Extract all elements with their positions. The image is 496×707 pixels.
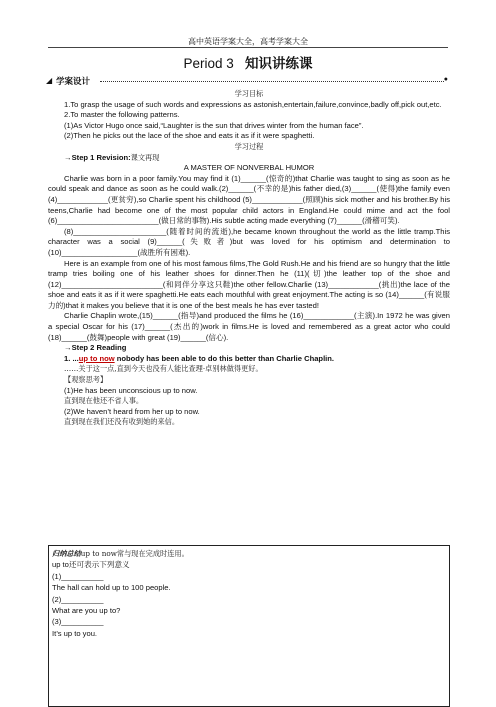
process-heading: 学习过程 <box>234 141 264 151</box>
header-rule <box>48 47 448 48</box>
step-1-heading <box>48 153 450 164</box>
observe-heading: 【观察思考】 <box>64 375 108 385</box>
section-banner <box>48 75 448 87</box>
passage-paragraph-3: Here is an example from one of his most famous films,The Gold Rush.He and his friend are so hungry that the little tramp tries boiling one of his leather shoes for dinner.Then he (11)(切)the leather top of the shoe and (12)________________________(和同伴分享这只鞋)the other fellow.Charlie (13)____________(挑出)the lace of the shoe and eats it as if it were spaghetti.He eats each mouthful with great enjoyment.The acting is so (14)______(有说服力的)that it makes you believe that it is one of the best meals he has ever tasted! <box>48 258 450 310</box>
worksheet-body <box>48 89 450 428</box>
example-2: (2)We haven’t heard from her up to now. <box>64 406 200 416</box>
summary-line-2: up to还可表示下列意义 <box>52 560 130 570</box>
meaning-example-1: The hall can hold up to 100 people. <box>52 583 171 593</box>
meaning-example-2: What are you up to? <box>52 606 121 616</box>
goal-2: 2.To master the following patterns. <box>64 110 180 120</box>
passage-paragraph-2: (8)______________________(随着时间的流逝),he became known throughout the world as the little tramp.This character was a social (9)______(失败者)but was loved for his optimism and determination to (10)__________________(战胜所有困难). <box>48 226 450 257</box>
lesson-name: 知识讲练课 <box>245 56 313 71</box>
summary-box <box>48 545 450 707</box>
page-header: 高中英语学案大全，高考学案大全 <box>188 37 308 46</box>
meaning-blank-1: (1)__________ <box>52 571 104 581</box>
example-2-cn: 直到现在我们还没有收到她的来信。 <box>64 417 180 427</box>
sentence-number: 1. ... <box>64 353 79 363</box>
step-2-heading <box>48 343 450 354</box>
sentence-text: nobody has been able to do this better than Charlie Chaplin. <box>114 353 335 363</box>
goal-2-pattern-1: (1)As Victor Hugo once said,“Laughter is the sun that drives winter from the human face”. <box>64 120 364 130</box>
goal-2-pattern-2: (2)Then he picks out the lace of the shoe and eats it as if it were spaghetti. <box>64 131 315 141</box>
step-2-label: →Step 2 Reading <box>64 343 127 353</box>
summary-box-content <box>52 548 446 639</box>
passage-title: A MASTER OF NONVERBAL HUMOR <box>183 163 315 173</box>
step-1-label: →Step 1 Revision: <box>64 152 131 162</box>
reading-sentence-1 <box>48 354 450 365</box>
section-label: 学案设计 <box>56 77 91 87</box>
goal-1: 1.To grasp the usage of such words and expressions as astonish,entertain,failure,convince,badly off,pick out,etc. <box>64 99 442 109</box>
banner-dot-icon: ● <box>443 76 448 83</box>
passage-paragraph-4: Charlie Chaplin wrote,(15)______(指导)and produced the films he (16)____________(主演).In 1972 he was given a special Oscar for his (17)______(杰出的)work in films.He is loved and remembered as a great actor who could (18)______(鼓舞)people with great (19)______(信心). <box>48 311 450 342</box>
highlighted-phrase: up to now <box>78 353 115 363</box>
banner-dotted-line <box>100 81 444 82</box>
page-title <box>0 52 496 72</box>
period-label: Period 3 <box>183 56 234 71</box>
reading-sentence-1-cn: ……关于这一点,直到今天也没有人能比查理·卓别林做得更好。 <box>64 364 263 374</box>
summary-tag: 归纳总结 <box>52 549 81 558</box>
meaning-blank-2: (2)__________ <box>52 594 104 604</box>
banner-triangle-icon: ◢ <box>46 76 53 85</box>
summary-rule: up to now常与现在完成时连用。 <box>80 549 189 558</box>
summary-line-1 <box>52 548 446 559</box>
example-1: (1)He has been unconscious up to now. <box>64 385 198 395</box>
step-1-cn: 课文再现 <box>130 152 160 162</box>
meaning-example-3: It’s up to you. <box>52 628 98 638</box>
goals-heading: 学习目标 <box>234 89 264 98</box>
passage-paragraph-1: Charlie was born in a poor family.You may find it (1)______(惊奇的)that Charlie was taught to sing as soon as he could speak and dance as soon as he could walk.(2)______(不幸的是)his father died,(3)______(使得)the family even (4)____________(更贫穷),so Charlie spent his childhood (5)____________(照顾)his sick mother and his brother.By his teens,Charlie had become one of the most popular child actors in England.He could mime and act the fool (6)________________________(做日常的事物).His subtle acting made everything (7)______(滑稽可笑). <box>48 173 450 226</box>
meaning-blank-3: (3)__________ <box>52 617 104 627</box>
example-1-cn: 直到现在他还不省人事。 <box>64 396 144 406</box>
